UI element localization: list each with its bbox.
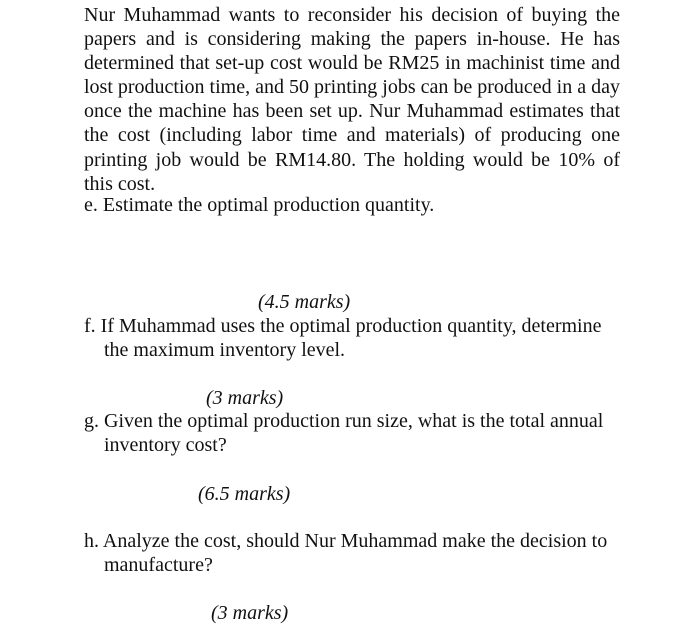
problem-statement: Nur Muhammad wants to reconsider his decision of buying the papers and is considering making the papers in-house. He has determined that set-up cost would be RM25 in machinist time and lost production time, and 50 printing jobs can be produced in a day once the machine has been set up. Nur Muhammad estimates that the cost (including labor time and materials) of producing one printing job would be RM14.80. The holding would be 10% of this cost. bbox=[84, 4, 620, 195]
question-g-marks: (6.5 marks) bbox=[198, 483, 291, 505]
question-g-text: Given the optimal production run size, what is the total annual inventory cost? bbox=[104, 410, 604, 456]
question-f-letter: f. bbox=[84, 315, 96, 337]
question-h-letter: h. bbox=[84, 530, 99, 552]
question-h-text: Analyze the cost, should Nur Muhammad make the decision to manufacture? bbox=[102, 530, 608, 576]
question-h bbox=[84, 529, 624, 577]
question-f-text: If Muhammad uses the optimal production quantity, determine the maximum inventory level. bbox=[100, 315, 602, 361]
question-f-marks: (3 marks) bbox=[206, 387, 284, 409]
question-e-text: Estimate the optimal production quantity. bbox=[102, 194, 435, 216]
question-e bbox=[84, 193, 624, 217]
question-g bbox=[84, 409, 624, 457]
question-e-letter: e. bbox=[84, 194, 98, 216]
question-e-marks: (4.5 marks) bbox=[258, 291, 351, 313]
question-h-marks: (3 marks) bbox=[211, 602, 289, 624]
question-g-letter: g. bbox=[84, 410, 99, 432]
question-f bbox=[84, 314, 624, 362]
